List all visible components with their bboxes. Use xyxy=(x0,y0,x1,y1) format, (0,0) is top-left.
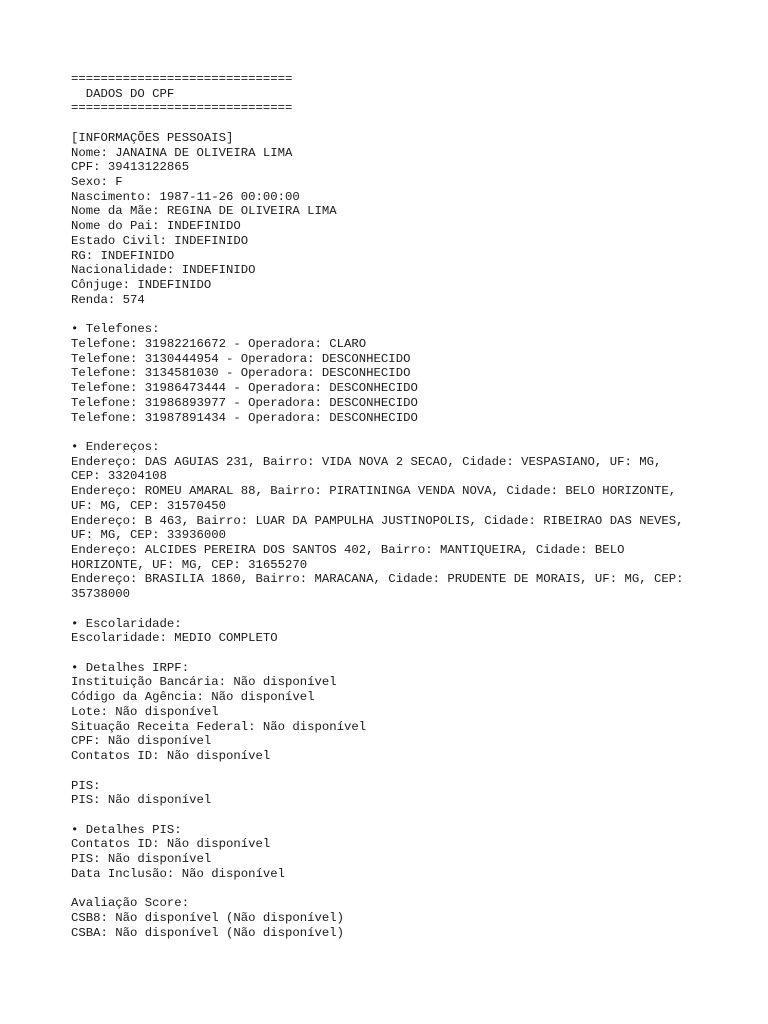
text-line: Telefone: 31982216672 - Operadora: CLARO xyxy=(71,336,367,351)
text-line: Endereço: DAS AGUIAS 231, Bairro: VIDA NOVA 2 SECAO, Cidade: VESPASIANO, UF: MG, xyxy=(71,454,662,469)
blank-line xyxy=(71,646,711,661)
text-line: Nome: JANAINA DE OLIVEIRA LIMA xyxy=(71,145,293,160)
text-line: Avaliação Score: xyxy=(71,896,190,911)
cpf-report-document xyxy=(71,72,711,940)
text-line: Situação Receita Federal: Não disponível xyxy=(71,719,367,734)
text-line: • Telefones: xyxy=(71,322,160,337)
blank-line xyxy=(71,602,711,617)
text-line: CSBA: Não disponível (Não disponível) xyxy=(71,925,345,940)
text-line: Telefone: 31987891434 - Operadora: DESCONHECIDO xyxy=(71,410,418,425)
text-line: HORIZONTE, UF: MG, CEP: 31655270 xyxy=(71,557,308,572)
text-line: CSB8: Não disponível (Não disponível) xyxy=(71,910,345,925)
text-line: Nome do Pai: INDEFINIDO xyxy=(71,219,241,234)
text-line: ============================== xyxy=(71,101,293,116)
text-line: Escolaridade: MEDIO COMPLETO xyxy=(71,631,278,646)
text-line: Nascimento: 1987-11-26 00:00:00 xyxy=(71,189,300,204)
text-line: DADOS DO CPF xyxy=(71,86,175,101)
text-line: Telefone: 31986473444 - Operadora: DESCONHECIDO xyxy=(71,381,418,396)
text-line: • Escolaridade: xyxy=(71,616,182,631)
text-line: Contatos ID: Não disponível xyxy=(71,837,271,852)
text-line: Telefone: 3130444954 - Operadora: DESCONHECIDO xyxy=(71,351,411,366)
text-line: ============================== xyxy=(71,72,293,86)
text-line: PIS: xyxy=(71,778,101,793)
text-line: Telefone: 31986893977 - Operadora: DESCONHECIDO xyxy=(71,395,418,410)
text-line: UF: MG, CEP: 33936000 xyxy=(71,528,226,543)
text-line: CEP: 33204108 xyxy=(71,469,167,484)
text-line: 35738000 xyxy=(71,587,131,602)
text-line: • Endereços: xyxy=(71,439,160,454)
blank-line xyxy=(71,764,711,779)
blank-line xyxy=(71,308,711,323)
blank-line xyxy=(71,808,711,823)
text-line: Endereço: ALCIDES PEREIRA DOS SANTOS 402, Bairro: MANTIQUEIRA, Cidade: BELO xyxy=(71,543,625,557)
text-line: Renda: 574 xyxy=(71,292,145,307)
text-line: Endereço: B 463, Bairro: LUAR DA PAMPULHA JUSTINOPOLIS, Cidade: RIBEIRAO DAS NEVES, xyxy=(71,513,684,528)
text-line: PIS: Não disponível xyxy=(71,793,212,808)
text-line: Nacionalidade: INDEFINIDO xyxy=(71,263,256,278)
text-line: • Detalhes PIS: xyxy=(71,822,182,837)
text-line: Endereço: BRASILIA 1860, Bairro: MARACANA, Cidade: PRUDENTE DE MORAIS, UF: MG, CEP: xyxy=(71,572,684,587)
text-line: Nome da Mãe: REGINA DE OLIVEIRA LIMA xyxy=(71,204,337,219)
text-line: Contatos ID: Não disponível xyxy=(71,749,271,764)
text-line: Estado Civil: INDEFINIDO xyxy=(71,233,249,248)
text-line: • Detalhes IRPF: xyxy=(71,660,190,675)
text-line: Endereço: ROMEU AMARAL 88, Bairro: PIRATININGA VENDA NOVA, Cidade: BELO HORIZONTE, xyxy=(71,484,677,499)
text-line: Sexo: F xyxy=(71,175,123,190)
text-line: Código da Agência: Não disponível xyxy=(71,690,315,705)
text-line: RG: INDEFINIDO xyxy=(71,248,175,263)
text-line: UF: MG, CEP: 31570450 xyxy=(71,498,226,513)
text-line: CPF: Não disponível xyxy=(71,734,212,749)
text-line: Cônjuge: INDEFINIDO xyxy=(71,278,212,293)
text-line: Telefone: 3134581030 - Operadora: DESCONHECIDO xyxy=(71,366,411,381)
text-line: PIS: Não disponível xyxy=(71,852,212,867)
text-line: Instituição Bancária: Não disponível xyxy=(71,675,337,690)
blank-line xyxy=(71,425,711,440)
text-line: [INFORMAÇÕES PESSOAIS] xyxy=(71,130,234,145)
blank-line xyxy=(71,882,711,897)
blank-line xyxy=(71,116,711,131)
text-line: Lote: Não disponível xyxy=(71,704,219,719)
text-line: Data Inclusão: Não disponível xyxy=(71,866,286,881)
text-line: CPF: 39413122865 xyxy=(71,160,190,175)
